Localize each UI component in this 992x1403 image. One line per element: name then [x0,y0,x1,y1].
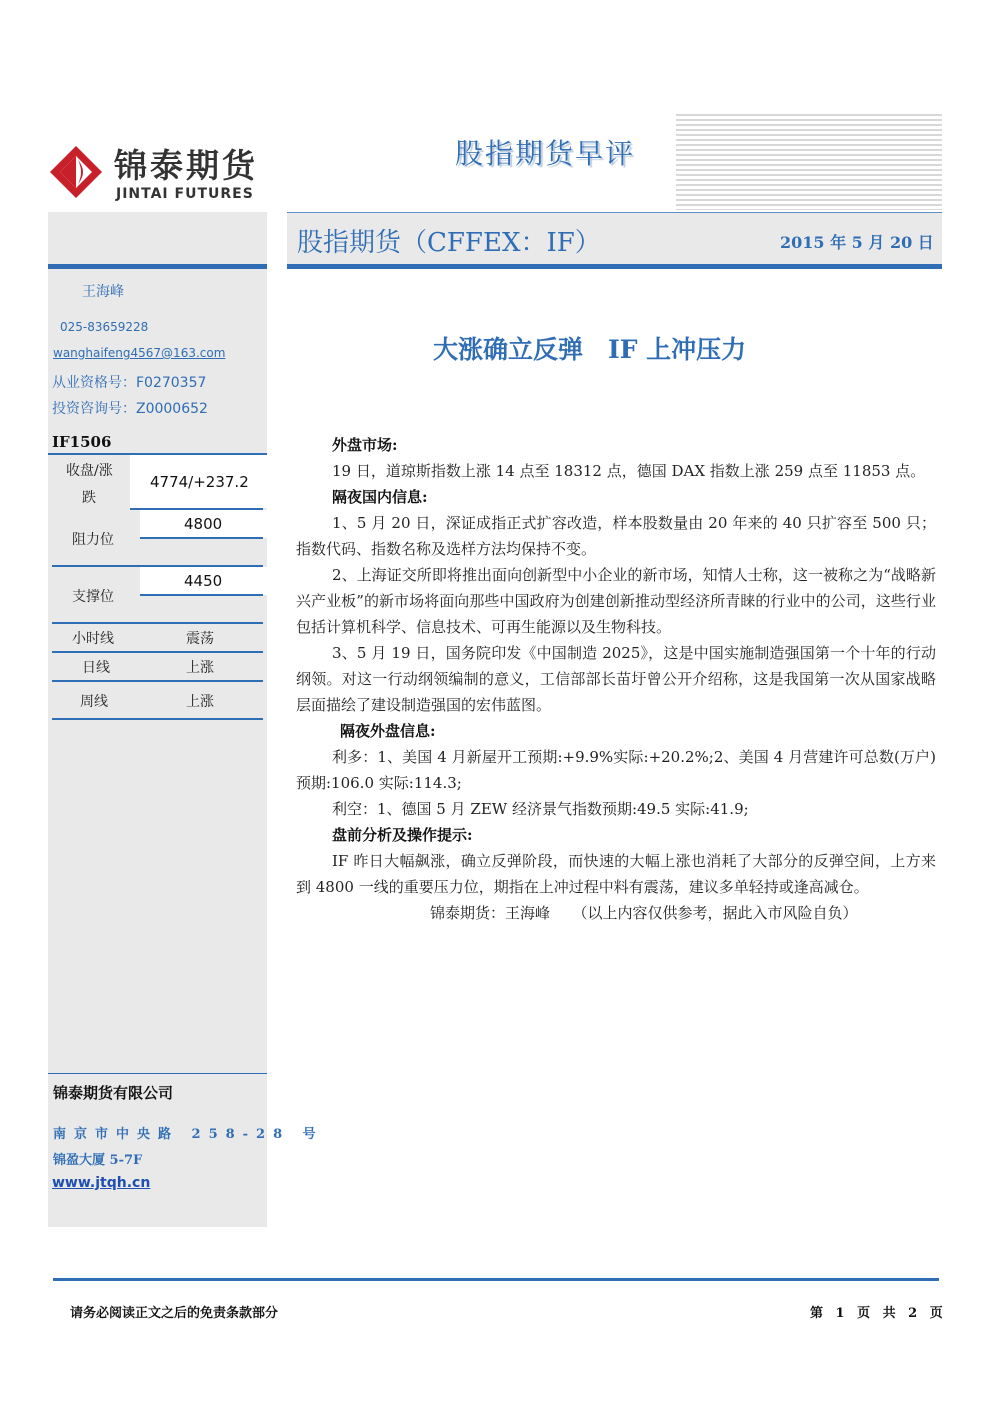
advisory-number: 投资咨询号：Z0000652 [52,401,208,417]
product-title: 股指期货（CFFEX：IF） [297,228,601,258]
daily-value: 上涨 [186,660,214,676]
jintai-logo [48,138,268,208]
article-body [296,432,936,926]
paragraph: IF 昨日大幅飙涨，确立反弹阶段，而快速的大幅上涨也消耗了大部分的反弹空间，上方来到 4800 一线的重要压力位，期指在上冲过程中料有震荡，建议多单轻持或逢高减仓。 [296,852,936,896]
support-label: 支撑位 [72,589,114,605]
resistance-label: 阻力位 [72,532,114,548]
paragraph: 3、5 月 19 日，国务院印发《中国制造 2025》，这是中国实施制造强国第一个十年的行动纲领。对这一行动纲领编制的意义，工信部部长苗圩曾公开介绍称，这是我国第一次从国家战略层面描绘了建设制造强国的宏伟蓝图。 [296,644,936,714]
author-email-link[interactable]: wanghaifeng4567@163.com [53,346,226,360]
company-address-line2: 锦盈大厦 5-7F [53,1153,143,1168]
brand-name-cn: 锦泰期货 [114,146,258,185]
paragraph: 1、5 月 20 日，深证成指正式扩容改造，样本股数量由 20 年来的 40 只扩容至 500 只；指数代码、指数名称及选样方法均保持不变。 [296,514,936,558]
table-line [140,537,263,539]
section-heading: 隔夜外盘信息: [340,722,436,740]
footer-divider [53,1278,939,1281]
paragraph: 2、上海证交所即将推出面向创新型中小企业的新市场，知情人士称，这一被称之为“战略新兴产业板”的新市场将面向那些中国政府为创建创新推动型经济所青睐的行业中的公司，这些行业包括计算机科学、信息技术、可再生能源以及生物科技。 [296,566,936,636]
close-label-line2: 跌 [82,490,96,506]
table-line [52,718,263,720]
author-name: 王海峰 [82,284,124,300]
paragraph: 利多：1、美国 4 月新屋开工预期:+9.9%实际:+20.2%;2、美国 4 月营建许可总数(万户)预期:106.0 实际:114.3; [296,748,936,792]
signature: 锦泰期货：王海峰 （以上内容仅供参考，据此入市风险自负） [430,904,858,922]
qualification-number: 从业资格号：F0270357 [52,375,207,391]
support-value: 4450 [184,572,223,590]
footer-disclaimer: 请务必阅读正文之后的免责条款部分 [70,1306,279,1321]
report-date: 2015 年 5 月 20 日 [780,233,934,252]
weekly-label: 周线 [80,694,108,710]
diamond-logo-icon [48,144,104,200]
table-line [52,680,263,682]
author-phone: 025-83659228 [60,320,149,334]
hourly-label: 小时线 [72,631,114,647]
weekly-value: 上涨 [186,694,214,710]
header-divider [287,264,942,269]
hourly-value: 震荡 [186,631,214,647]
company-website-link[interactable]: www.jtqh.cn [52,1175,151,1191]
company-name: 锦泰期货有限公司 [53,1084,174,1102]
table-line [140,594,263,596]
section-heading: 隔夜国内信息: [332,488,428,506]
resistance-value: 4800 [184,515,223,533]
header-stripes [676,114,942,210]
company-divider [48,1073,267,1074]
daily-label: 日线 [82,660,110,676]
sidebar-divider [48,264,267,269]
close-value: 4774/+237.2 [150,473,249,491]
paragraph: 19 日，道琼斯指数上涨 14 点至 18312 点，德国 DAX 指数上涨 259 点至 11853 点。 [332,462,926,480]
article-title: 大涨确立反弹 IF 上冲压力 [433,335,747,364]
company-address-line1: 南京市中央路 258-28 号 [53,1127,324,1142]
brand-name-en: JINTAI FUTURES [116,186,254,202]
close-label-line1: 收盘/涨 [66,463,113,479]
table-line [52,622,263,624]
contract-code: IF1506 [52,433,112,451]
section-heading: 外盘市场: [332,436,398,454]
table-line [52,651,263,653]
section-heading: 盘前分析及操作提示: [332,826,473,844]
paragraph: 利空：1、德国 5 月 ZEW 经济景气指数预期:49.5 实际:41.9; [332,800,749,818]
report-type-title: 股指期货早评 [455,137,636,170]
page-number: 第 1 页 共 2 页 [810,1306,947,1321]
